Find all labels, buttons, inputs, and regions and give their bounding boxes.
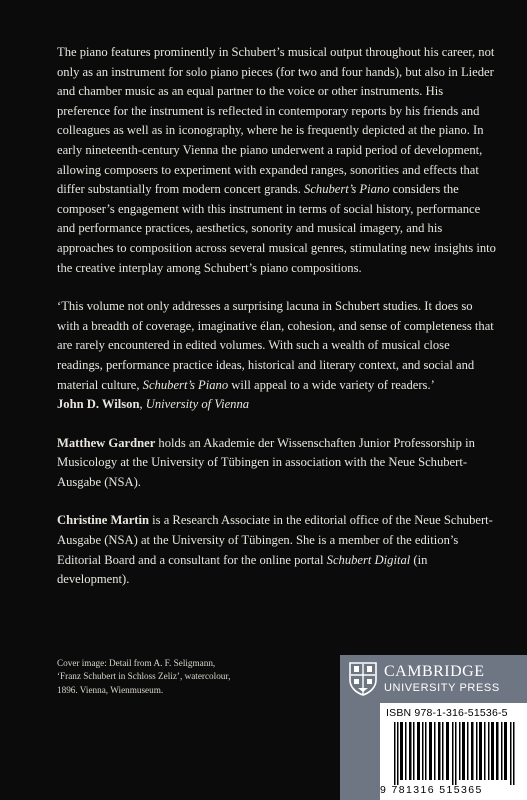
quote-book-title: Schubert’s Piano (142, 377, 229, 392)
cambridge-crest-icon (349, 662, 377, 696)
publisher-logo (348, 660, 523, 700)
description-text-cont: considers the composer’s engagement with this instrument in terms of social history, performance and performance practices, aesthetics, sonority and musical imagery, and his approaches to composition across several musical genres, stimulating new insights into the creative interplay among Schubert’s piano compositions. (57, 182, 496, 275)
portal-name: Schubert Digital (326, 552, 411, 567)
quote-text: ‘This volume not only addresses a surprising lacuna in Schubert studies. It does so with a breadth of coverage, imaginative élan, cohesion, and sense of completeness that are rarely encountered in edited volumes. With such a wealth of musical close readings, performance practice ideas, historical and literary context, and social and material culture, (57, 299, 494, 392)
publisher-name: CAMBRIDGE (384, 663, 485, 680)
isbn-label: ISBN 978-1-316-51536-5 (386, 707, 508, 719)
editor-bio-gardner (57, 434, 497, 493)
isbn-barcode (380, 703, 527, 800)
editor-bio-text: holds an Akademie der Wissenschaften Junior Professorship in Musicology at the University of Tübingen in association with the Neue Schubert-Ausgabe (NSA). (57, 435, 475, 489)
editor-name: Matthew Gardner (57, 435, 156, 450)
cover-image-caption (57, 657, 257, 697)
editor-bio-martin (57, 511, 497, 589)
description-paragraph (57, 43, 497, 278)
quote-text-end: will appeal to a wide variety of readers.’ (228, 377, 435, 392)
barcode-digits: 9 781316 515365 (380, 784, 483, 796)
editor-bio-tail: (in development). (57, 552, 428, 587)
quote-separator: , (139, 397, 146, 412)
caption-line: Cover image: Detail from A. F. Seligmann, (57, 658, 216, 668)
blurb (57, 43, 497, 609)
caption-line: 1896. Vienna, Wienmuseum. (57, 684, 164, 695)
editor-bio-text: is a Research Associate in the editorial office of the Neue Schubert-Ausgabe (NSA) at the University of Tübingen. She is a member of the edition’s Editorial Board and a consultant for the online portal (57, 513, 493, 567)
description-text: The piano features prominently in Schubert’s musical output throughout his career, not only as an instrument for solo piano pieces (for two and four hands), but also in Lieder and chamber music as an equal partner to the voice or other instruments. His preference for the instrument is reflected in contemporary reports by his friends and colleagues as well as in iconography, where he is frequently depicted at the piano. In early nineteenth-century Vienna the piano underwent a rapid period of development, allowing composers to experiment with expanded ranges, sonorities and effects that differ substantially from modern concert grands. (57, 45, 495, 197)
quote-affiliation: University of Vienna (145, 397, 250, 412)
book-title-italic: Schubert’s Piano (304, 182, 390, 197)
quote-author: John D. Wilson (57, 397, 140, 412)
review-quote (57, 297, 497, 415)
publisher-panel (340, 655, 527, 800)
barcode-bars (386, 722, 527, 785)
editor-name: Christine Martin (57, 513, 149, 528)
caption-line: ‘Franz Schubert in Schloss Zeliz’, watercolour, (57, 671, 231, 682)
publisher-press: UNIVERSITY PRESS (384, 682, 500, 694)
